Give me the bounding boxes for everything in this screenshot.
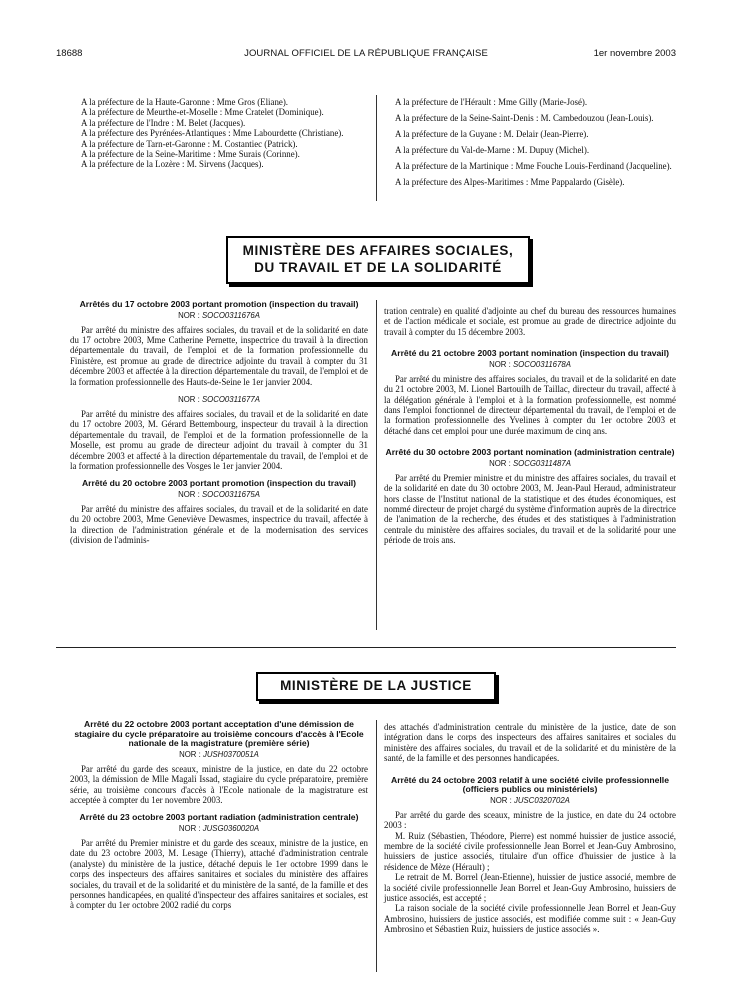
- decree-title: Arrêtés du 17 octobre 2003 portant promotion (inspection du travail): [79, 299, 359, 309]
- nor-reference: NOR : SOCO0311675A: [178, 490, 260, 500]
- prefecture-entry: A la préfecture de la Seine-Maritime : Mme Surais (Corinne).: [81, 149, 300, 160]
- top-left-column: [70, 97, 368, 170]
- decree-paragraph: Par arrêté du Premier ministre et du ministre des affaires sociales, du travail et de la solidarité en date du 30 octobre 2003, M. Jean-Paul Heraud, administrateur hors classe de l'Institut national de la statistique et des études économiques, est nommé directeur de projet chargé du système d'information auprès de la directrice de l'animation de la recherche, des études et des statistiques à l'administration centrale du ministère des affaires sociales, du travail et de la solidarité pour une période de trois ans.: [384, 472, 676, 546]
- nor-reference: NOR : SOCO0311678A: [489, 359, 571, 369]
- prefecture-entry: A la préfecture de la Martinique : Mme Fouche Louis-Ferdinand (Jacqueline).: [395, 161, 672, 171]
- column-divider: [376, 95, 377, 201]
- prefecture-entry: A la préfecture du Val-de-Marne : M. Dupuy (Michel).: [395, 145, 590, 155]
- social-affairs-right-column: [384, 306, 676, 546]
- prefecture-entry: A la préfecture de la Lozère : M. Sirvens (Jacques).: [81, 159, 264, 170]
- issue-date: 1er novembre 2003: [593, 48, 676, 59]
- decree-paragraph: M. Ruiz (Sébastien, Théodore, Pierre) est nommé huissier de justice associé, membre de la société civile professionnelle Jean Borrel et Jean-Guy Ambrosino, huissiers de justice associés, titulaire d'un office d'huissier de justice à la résidence de Mèze (Hérault) ;: [384, 830, 676, 872]
- prefecture-entry: A la préfecture de la Seine-Saint-Denis : M. Cambedouzou (Jean-Louis).: [395, 113, 654, 123]
- column-divider: [376, 720, 377, 972]
- prefecture-entry: A la préfecture de la Guyane : M. Delair (Jean-Pierre).: [395, 129, 589, 139]
- ministry-heading-line: DU TRAVAIL ET DE LA SOLIDARITÉ: [254, 260, 502, 275]
- nor-reference: NOR : SOCO0311676A: [178, 310, 260, 320]
- decree-title: Arrêté du 24 octobre 2003 relatif à une société civile professionnelle (officiers publics ou ministériels): [391, 774, 669, 795]
- decree-paragraph: Par arrêté du garde des sceaux, ministre de la justice, en date du 24 octobre 2003 :: [384, 809, 676, 831]
- justice-left-column: [70, 720, 368, 911]
- decree-paragraph: Par arrêté du ministre des affaires sociales, du travail et de la solidarité en date du 17 octobre 2003, Mme Catherine Pernette, inspectrice du travail à la direction départementale du travail, de l'emploi et de la formation professionnelle du Finistère, est promue au grade de directrice adjointe du travail à compter du 31 décembre 2003 et affectée à la direction départementale du travail, de l'emploi et de la formation professionnelle des Hauts-de-Seine le 1er janvier 2004.: [70, 324, 368, 387]
- social-affairs-left-column: [70, 300, 368, 546]
- ministry-heading-line: MINISTÈRE DES AFFAIRES SOCIALES,: [242, 243, 514, 258]
- prefecture-entry: A la préfecture de Tarn-et-Garonne : M. Costantiec (Patrick).: [81, 138, 298, 149]
- journal-title: JOURNAL OFFICIEL DE LA RÉPUBLIQUE FRANÇAISE: [244, 48, 488, 59]
- decree-title: Arrêté du 23 octobre 2003 portant radiation (administration centrale): [79, 812, 359, 823]
- nor-reference: NOR : JUSH0370051A: [179, 749, 259, 759]
- decree-title: Arrêté du 21 octobre 2003 portant nomination (inspection du travail): [391, 348, 669, 359]
- decree-paragraph-continued: des attachés d'administration centrale du ministère de la justice, date de son intégration dans le corps des inspecteurs des affaires sanitaires et sociales du ministère des affaires sociales, du travail et de la solidarité et du ministère de la santé, de la famille et des personnes handicapées.: [384, 722, 676, 764]
- prefecture-entry: A la préfecture des Alpes-Maritimes : Mme Pappalardo (Gisèle).: [395, 177, 625, 187]
- prefecture-entry: A la préfecture de la Haute-Garonne : Mme Gros (Eliane).: [81, 97, 288, 107]
- nor-reference: NOR : SOCO0311677A: [178, 395, 260, 405]
- prefecture-entry: A la préfecture de l'Hérault : Mme Gilly (Marie-José).: [395, 97, 588, 107]
- running-header: [56, 48, 676, 62]
- page-number: 18688: [56, 48, 83, 59]
- prefecture-entry: A la préfecture de Meurthe-et-Moselle : Mme Cratelet (Dominique).: [81, 107, 324, 118]
- decree-title: Arrêté du 20 octobre 2003 portant promotion (inspection du travail): [81, 478, 357, 489]
- section-separator: [56, 647, 676, 648]
- decree-title: Arrêté du 22 octobre 2003 portant acceptation d'une démission de stagiaire du cycle préparatoire au troisième concours d'accès à l'Ecole nationale de la magistrature (première série): [74, 719, 364, 749]
- decree-paragraph: Par arrêté du garde des sceaux, ministre de la justice, en date du 22 octobre 2003, la démission de Mlle Magali Issad, stagiaire du cycle préparatoire, première série, au troisième concours d'accès à l'Ecole nationale de la magistrature est acceptée à compter du 1er novembre 2003.: [70, 763, 368, 805]
- decree-paragraph: Le retrait de M. Borrel (Jean-Etienne), huissier de justice associé, membre de la société civile professionnelle Jean Borrel et Jean-Guy Ambrosino, huissiers de justice associés, est accepté ;: [384, 872, 676, 904]
- decree-paragraph: Par arrêté du ministre des affaires sociales, du travail et de la solidarité en date du 21 octobre 2003, M. Lionel Bartouilh de Taillac, directeur du travail, affecté à la délégation générale à l'emploi et à la formation professionnelle, est nommé dans l'emploi fonctionnel de directeur départemental du travail, de l'emploi et de la formation professionnelle des Yvelines à compter du 1er octobre 2003 et détaché dans cet emploi pour une durée maximum de cinq ans.: [384, 373, 676, 436]
- column-divider: [376, 300, 377, 630]
- decree-paragraph: Par arrêté du ministre des affaires sociales, du travail et de la solidarité en date du 20 octobre 2003, Mme Geneviève Dewasmes, inspectrice du travail, affectée à la direction de l'administration générale et de la modernisation des services (division de l'adminis-: [70, 504, 368, 546]
- nor-reference: NOR : JUSC0320702A: [490, 795, 570, 805]
- prefecture-entry: A la préfecture de l'Indre : M. Belet (Jacques).: [81, 117, 246, 128]
- ministry-heading-justice: [256, 672, 496, 701]
- prefecture-entry: A la préfecture des Pyrénées-Atlantiques : Mme Labourdette (Christiane).: [81, 128, 344, 139]
- decree-paragraph: Par arrêté du ministre des affaires sociales, du travail et de la solidarité en date du 17 octobre 2003, M. Gérard Bettembourg, inspecteur du travail à la direction départementale du travail, de l'emploi et de la formation professionnelle de la Moselle, est promu au grade de directeur adjoint du travail à compter du 31 décembre 2003 et affecté à la direction départementale du travail, de l'emploi et de la formation professionnelle des Vosges le 1er janvier 2004.: [70, 409, 368, 472]
- nor-reference: NOR : SOCG0311487A: [489, 458, 571, 468]
- nor-reference: NOR : JUSG0360020A: [178, 824, 260, 833]
- top-right-column: [384, 97, 676, 188]
- ministry-heading-social-affairs: [226, 236, 530, 284]
- decree-paragraph-continued: tration centrale) en qualité d'adjointe au chef du bureau des ressources humaines et de l'action médicale et sociale, est promue au grade de directrice adjointe du travail à compter du 15 décembre 2003.: [384, 306, 676, 337]
- decree-paragraph: La raison sociale de la société civile professionnelle Jean Borrel et Jean-Guy Ambrosino, huissiers de justice associés, est modifiée comme suit : « Jean-Guy Ambrosino et Sébastien Ruiz, huissiers de justice associés ».: [384, 903, 676, 935]
- ministry-heading-line: MINISTÈRE DE LA JUSTICE: [280, 678, 472, 693]
- decree-paragraph: Par arrêté du Premier ministre et du garde des sceaux, ministre de la justice, en date du 23 octobre 2003, M. Lesage (Thierry), attaché d'administration centrale (analyste) du ministère de la justice, détaché depuis le 1er octobre 1999 dans le corps des inspecteurs des affaires sanitaires et sociales du ministère des affaires sociales, du travail et de la solidarité et du ministère de la santé, de la famille et des personnes handicapées, en qualité d'inspecteur des affaires sanitaires et sociales, est à compter du 1er octobre 2002 radié du corps: [70, 838, 368, 911]
- justice-right-column: [384, 722, 676, 935]
- decree-title: Arrêté du 30 octobre 2003 portant nomination (administration centrale): [385, 447, 675, 458]
